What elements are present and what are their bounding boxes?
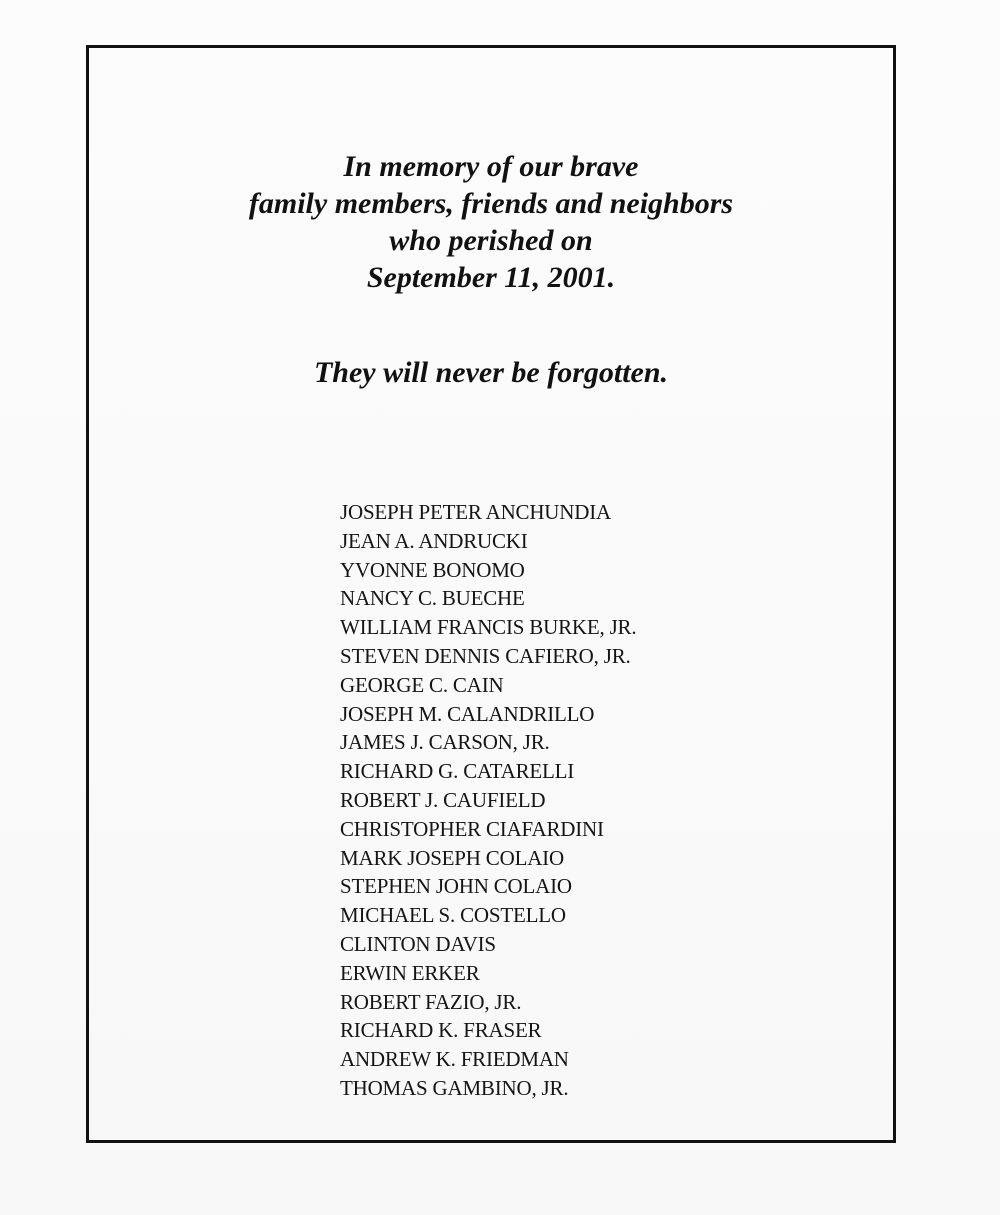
name-item: ERWIN ERKER bbox=[340, 960, 480, 985]
name-item: WILLIAM FRANCIS BURKE, JR. bbox=[340, 615, 637, 640]
memorial-tagline: They will never be forgotten. bbox=[313, 356, 669, 389]
heading-line: In memory of our brave bbox=[343, 150, 639, 183]
name-item: RICHARD G. CATARELLI bbox=[340, 759, 575, 784]
memorial-heading bbox=[86, 148, 896, 296]
name-item: ANDREW K. FRIEDMAN bbox=[340, 1047, 569, 1072]
name-item: ROBERT FAZIO, JR. bbox=[340, 989, 522, 1014]
name-item: JOSEPH M. CALANDRILLO bbox=[340, 701, 595, 726]
name-item: JAMES J. CARSON, JR. bbox=[340, 730, 550, 755]
heading-line: who perished on bbox=[389, 224, 593, 257]
name-item: JOSEPH PETER ANCHUNDIA bbox=[340, 500, 611, 524]
name-item: YVONNE BONOMO bbox=[340, 557, 525, 582]
name-item: MICHAEL S. COSTELLO bbox=[340, 903, 566, 928]
name-item: ROBERT J. CAUFIELD bbox=[340, 787, 546, 812]
heading-line: September 11, 2001. bbox=[366, 261, 616, 294]
name-item: THOMAS GAMBINO, JR. bbox=[340, 1075, 569, 1100]
name-item: STEPHEN JOHN COLAIO bbox=[340, 874, 572, 899]
heading-line: family members, friends and neighbors bbox=[248, 187, 734, 220]
names-list bbox=[340, 498, 636, 1103]
name-item: JEAN A. ANDRUCKI bbox=[340, 528, 528, 553]
name-item: CHRISTOPHER CIAFARDINI bbox=[340, 816, 604, 841]
name-item: STEVEN DENNIS CAFIERO, JR. bbox=[340, 643, 631, 668]
name-item: RICHARD K. FRASER bbox=[340, 1018, 542, 1043]
name-item: CLINTON DAVIS bbox=[340, 931, 496, 956]
name-item: GEORGE C. CAIN bbox=[340, 672, 504, 697]
name-item: MARK JOSEPH COLAIO bbox=[340, 845, 564, 870]
name-item: NANCY C. BUECHE bbox=[340, 586, 525, 611]
